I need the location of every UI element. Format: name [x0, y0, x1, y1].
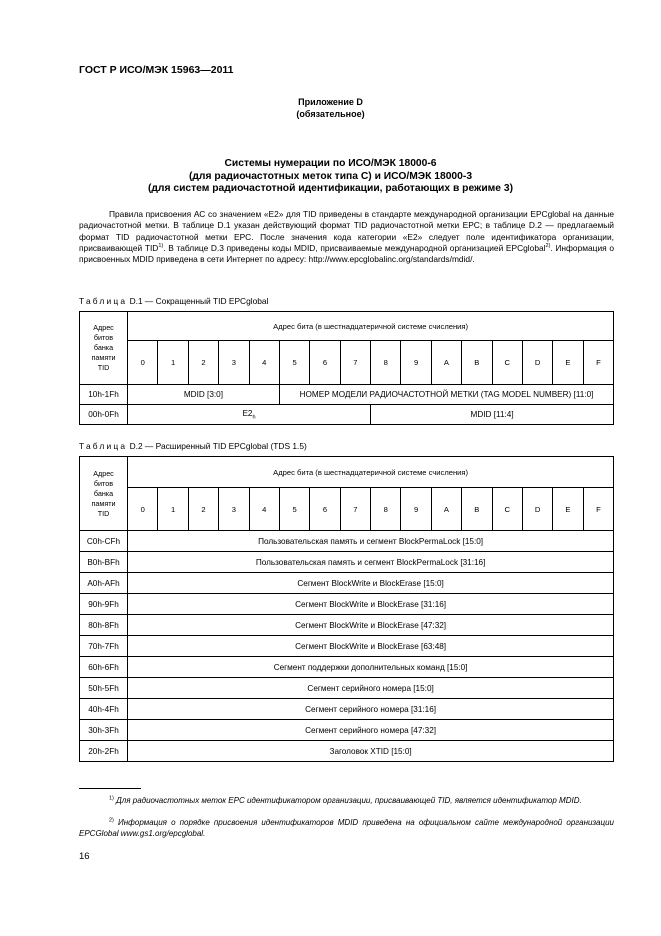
table-row — [80, 741, 614, 762]
footnote-separator — [79, 788, 141, 789]
row-address: 20h-2Fh — [80, 741, 128, 762]
footnote-2 — [79, 817, 614, 839]
bit-cell: 2 — [188, 488, 218, 531]
e2-cell: $E2_h$ — [128, 405, 371, 425]
row-description: Пользовательская память и сегмент BlockPermaLock [31:16] — [128, 552, 614, 573]
table-row — [80, 405, 614, 425]
appendix-label: Приложение D — [298, 97, 363, 107]
footnote-1 — [79, 795, 614, 806]
title-line-3: (для систем радиочастотной идентификации, работающих в режиме 3) — [147, 183, 514, 194]
row-address: 80h-8Fh — [80, 615, 128, 636]
table1-caption — [79, 296, 268, 306]
bit-cell: F — [583, 341, 614, 385]
bit-cell: D — [522, 488, 552, 531]
bit-cell: 4 — [249, 488, 279, 531]
table-d1 — [79, 311, 614, 425]
row-description: Сегмент серийного номера [47:32] — [128, 720, 614, 741]
intro-text-2: . В таблице D.3 приведены коды MDID, присваиваемые международной организацией EPCglobal — [163, 242, 546, 253]
title-line-1: Системы нумерации по ИСО/МЭК 18000-6 — [224, 158, 437, 169]
bit-cell: 5 — [279, 488, 309, 531]
bit-cell: 1 — [158, 488, 188, 531]
footnote-mark: 1) — [109, 795, 114, 802]
bit-cell: 3 — [219, 341, 249, 385]
bit-cell: 2 — [188, 341, 218, 385]
bit-cell: 6 — [310, 488, 340, 531]
bit-cell: B — [462, 341, 492, 385]
row-address: 40h-4Fh — [80, 699, 128, 720]
bit-cell: 0 — [128, 488, 158, 531]
table1-bit-row — [80, 341, 614, 385]
bit-cell: 9 — [401, 488, 431, 531]
row-address: 90h-9Fh — [80, 594, 128, 615]
appendix-heading — [0, 97, 661, 120]
bit-cell: 5 — [279, 341, 309, 385]
table-row — [80, 552, 614, 573]
footnote-text: Для радиочастотных меток EPC идентификатором организации, присваивающей TID, является идентификатор MDID. — [116, 796, 582, 805]
table1-bit-header: Адрес бита (в шестнадцатеричной системе счисления) — [128, 312, 614, 341]
row-description: Сегмент поддержки дополнительных команд [15:0] — [128, 657, 614, 678]
row-description: Сегмент серийного номера [15:0] — [128, 678, 614, 699]
bit-cell: 0 — [128, 341, 158, 385]
table-row — [80, 594, 614, 615]
table2-caption-prefix: Таблица — [79, 441, 128, 451]
table-row — [80, 636, 614, 657]
table-row — [80, 678, 614, 699]
row-description: Сегмент BlockWrite и BlockErase [47:32] — [128, 615, 614, 636]
bit-cell: E — [553, 488, 583, 531]
bit-cell: B — [462, 488, 492, 531]
table-row — [80, 531, 614, 552]
intro-text-3: . Информация о присвоенных MDID приведена в сети Интернет по адресу: http://www.epcglobalinc.org/standards/mdid/. — [79, 242, 615, 265]
mdid-low-cell: MDID [3:0] — [128, 385, 280, 405]
table1-corner-header: Адрес битов банка памяти TID — [80, 312, 128, 385]
title-line-2: (для радиочастотных меток типа С) и ИСО/МЭК 18000-3 — [188, 170, 473, 182]
table-row — [80, 720, 614, 741]
bit-cell: A — [431, 341, 461, 385]
table2-bit-header: Адрес бита (в шестнадцатеричной системе счисления) — [128, 457, 614, 488]
footnote-text: Информация о порядке присвоения идентификаторов MDID приведена на официальном сайте международной организации EPCGlobal www.gs1.org/epcglobal. — [79, 818, 614, 838]
bit-cell: C — [492, 488, 522, 531]
table-d2 — [79, 456, 614, 762]
row-address: 00h-0Fh — [80, 405, 128, 425]
table2-caption-text: D.2 — Расширенный TID EPCglobal (TDS 1.5) — [127, 441, 307, 451]
row-description: Сегмент серийного номера [31:16] — [128, 699, 614, 720]
row-address: 30h-3Fh — [80, 720, 128, 741]
row-description: Сегмент BlockWrite и BlockErase [15:0] — [128, 573, 614, 594]
bit-cell: A — [431, 488, 461, 531]
table2-corner-header: Адрес битов банка памяти TID — [80, 457, 128, 531]
table2-bit-row — [80, 488, 614, 531]
table1-caption-text: D.1 — Сокращенный TID EPCglobal — [127, 296, 269, 306]
footnote-ref-1: 1) — [158, 243, 164, 250]
bit-cell: 7 — [340, 341, 370, 385]
table-row — [80, 385, 614, 405]
footnote-mark: 2) — [109, 817, 114, 824]
tag-model-number-cell: НОМЕР МОДЕЛИ РАДИОЧАСТОТНОЙ МЕТКИ (TAG MODEL NUMBER) [11:0] — [279, 385, 613, 405]
row-address: A0h-AFh — [80, 573, 128, 594]
bit-cell: 3 — [219, 488, 249, 531]
row-address: 60h-6Fh — [80, 657, 128, 678]
bit-cell: 8 — [371, 488, 401, 531]
row-address: 50h-5Fh — [80, 678, 128, 699]
bit-cell: 7 — [340, 488, 370, 531]
row-address: C0h-CFh — [80, 531, 128, 552]
bit-cell: E — [553, 341, 583, 385]
table-row — [80, 657, 614, 678]
row-address: B0h-BFh — [80, 552, 128, 573]
bit-cell: 4 — [249, 341, 279, 385]
mdid-high-cell: MDID [11:4] — [371, 405, 614, 425]
appendix-status: (обязательное) — [296, 108, 365, 119]
row-address: 10h-1Fh — [80, 385, 128, 405]
bit-cell: 6 — [310, 341, 340, 385]
bit-cell: C — [492, 341, 522, 385]
appendix-title — [0, 158, 661, 196]
bit-cell: 9 — [401, 341, 431, 385]
table1-caption-prefix: Таблица — [79, 296, 128, 306]
row-description: Сегмент BlockWrite и BlockErase [63:48] — [128, 636, 614, 657]
row-description: Заголовок XTID [15:0] — [128, 741, 614, 762]
table2-caption — [79, 441, 307, 451]
row-description: Пользовательская память и сегмент BlockPermaLock [15:0] — [128, 531, 614, 552]
table-row — [80, 699, 614, 720]
bit-cell: F — [583, 488, 614, 531]
bit-cell: D — [522, 341, 552, 385]
table-row — [80, 573, 614, 594]
row-address: 70h-7Fh — [80, 636, 128, 657]
intro-paragraph — [79, 209, 614, 265]
table-row — [80, 615, 614, 636]
intro-text-1: Правила присвоения АС со значением «Е2» для TID приведены в стандарте международной организации EPCglobal на данные радиочастотной метки. В таблице D.1 указан действующий формат TID радиочастотной метки EPC; в таблице D.2 — предлагаемый формат TID радиочастотной метки EPC. После значения кода категории «Е2» следует поле идентификатора организации, присваивающей TID — [79, 209, 614, 253]
document-header: ГОСТ Р ИСО/МЭК 15963—2011 — [79, 64, 234, 76]
row-description: Сегмент BlockWrite и BlockErase [31:16] — [128, 594, 614, 615]
bit-cell: 1 — [158, 341, 188, 385]
bit-cell: 8 — [371, 341, 401, 385]
page-number: 16 — [79, 851, 90, 862]
footnote-ref-2: 2) — [545, 243, 551, 250]
